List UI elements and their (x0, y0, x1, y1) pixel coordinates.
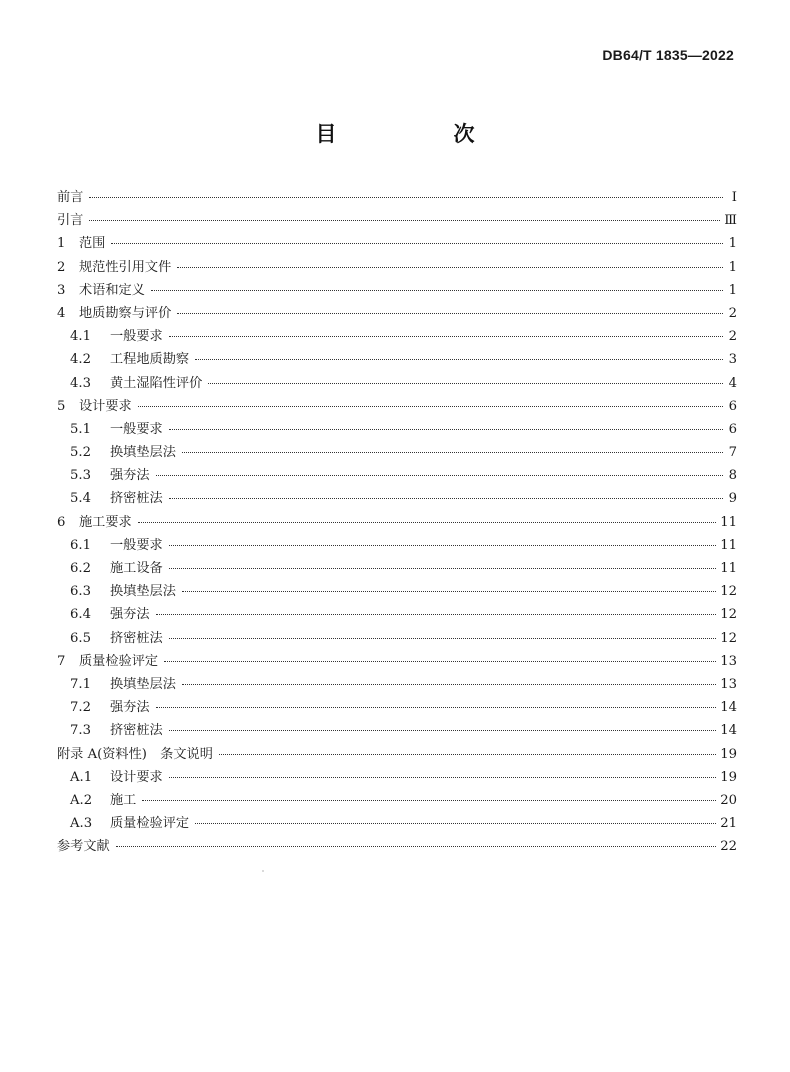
dot-leader (151, 290, 723, 291)
dot-leader (116, 846, 716, 847)
toc-entry-number: A.2 (70, 792, 93, 808)
toc-entry-label: 前言 (57, 190, 84, 205)
toc-entry-label: 术语和定义 (79, 282, 145, 298)
dot-leader (142, 800, 716, 801)
toc-entry-number: 1 (57, 236, 66, 252)
toc-entry[interactable] (57, 534, 737, 557)
toc-entry-page: 20 (720, 792, 737, 808)
toc-entry-page: Ⅲ (724, 213, 737, 229)
toc-entry-number: 6.2 (70, 561, 91, 576)
toc-entry-page: 11 (720, 537, 737, 553)
toc-entry[interactable] (57, 372, 737, 395)
toc-entry-number: 6.5 (70, 630, 91, 646)
toc-title: 目 次 (315, 122, 523, 146)
toc-entry-label: 一般要求 (110, 329, 163, 345)
toc-entry[interactable] (57, 279, 737, 302)
toc-entry-page: 8 (728, 468, 737, 484)
toc-entry-label: 施工 (110, 792, 137, 808)
toc-entry-number: 4.2 (70, 352, 91, 368)
toc-entry[interactable] (57, 487, 737, 510)
toc-entry-number: 5 (57, 398, 66, 414)
toc-entry[interactable] (57, 627, 737, 650)
toc-entry[interactable] (57, 395, 737, 418)
dot-leader (169, 730, 716, 731)
toc-entry-page: 14 (720, 723, 737, 739)
toc-entry-page: 2 (728, 329, 737, 345)
toc-entry-label: 附录 A(资料性) 条文说明 (57, 746, 213, 762)
toc-entry[interactable] (57, 348, 737, 371)
dot-leader (138, 406, 723, 407)
toc-entry-number: 6.3 (70, 584, 91, 600)
toc-entry-number: 6.4 (70, 607, 91, 623)
toc-entry-label: 挤密桩法 (110, 723, 163, 739)
toc-entry-page: 11 (720, 561, 737, 576)
dot-leader (208, 383, 723, 384)
toc-entry-page: Ⅰ (731, 190, 737, 205)
toc-entry[interactable] (57, 719, 737, 742)
toc-entry-number: A.3 (70, 816, 93, 832)
toc-entry-page: 11 (720, 514, 737, 530)
dot-leader (89, 220, 720, 221)
toc-entry-number: 7 (57, 653, 66, 669)
dot-leader (89, 197, 723, 198)
toc-entry[interactable] (57, 696, 737, 719)
toc-entry-number: 5.4 (70, 491, 91, 507)
toc-entry[interactable] (57, 603, 737, 626)
toc-entry-page: 2 (728, 305, 737, 321)
toc-entry-number: 3 (57, 282, 66, 298)
toc-entry-number: 6.1 (70, 537, 91, 553)
toc-entry-label: 设计要求 (110, 769, 163, 785)
toc-entry-page: 13 (720, 653, 737, 669)
toc-entry-page: 7 (728, 445, 737, 461)
toc-entry-page: 6 (728, 398, 737, 414)
toc-entry-label: 地质勘察与评价 (79, 305, 172, 321)
dot-leader (169, 336, 723, 337)
toc-entry[interactable] (57, 302, 737, 325)
toc-entry[interactable] (57, 812, 737, 835)
toc-entry[interactable] (57, 464, 737, 487)
toc-entry[interactable] (57, 650, 737, 673)
toc-entry-page: 12 (720, 584, 737, 600)
toc-entry-number: 5.3 (70, 468, 91, 484)
toc-entry-number: 7.3 (70, 723, 91, 739)
toc-entry-page: 14 (720, 700, 737, 716)
toc-entry[interactable] (57, 557, 737, 580)
toc-entry-label: 强夯法 (110, 468, 150, 484)
toc-entry[interactable] (57, 580, 737, 603)
toc-entry[interactable] (57, 835, 737, 858)
toc-entry-page: 12 (720, 607, 737, 623)
toc-entry-number: 6 (57, 514, 66, 530)
toc-entry-number: 4 (57, 305, 66, 321)
toc-entry-page: 9 (728, 491, 737, 507)
toc-entry[interactable] (57, 789, 737, 812)
toc-entry[interactable] (57, 186, 737, 209)
dot-leader (219, 754, 716, 755)
toc-entry-page: 22 (720, 839, 737, 855)
dot-leader (164, 661, 716, 662)
dot-leader (182, 684, 716, 685)
toc-entry-page: 12 (720, 630, 737, 646)
toc-entry-number: 5.1 (70, 421, 91, 437)
toc-entry-page: 1 (728, 259, 737, 275)
dot-leader (195, 823, 716, 824)
toc-entry-page: 19 (720, 769, 737, 785)
toc-entry-page: 3 (728, 352, 737, 368)
toc-entry-number: 4.1 (70, 329, 91, 345)
toc-entry[interactable] (57, 511, 737, 534)
toc-entry-label: 黄土湿陷性评价 (110, 375, 203, 391)
toc-entry-label: 工程地质勘察 (110, 352, 190, 368)
toc-entry-label: 换填垫层法 (110, 445, 176, 461)
toc-entry-label: 施工要求 (79, 514, 132, 530)
dot-leader (169, 429, 723, 430)
dot-leader (182, 452, 723, 453)
toc-entry-page: 19 (720, 746, 737, 762)
dot-leader (156, 707, 717, 708)
toc-entry-number: 2 (57, 259, 66, 275)
dot-leader (111, 243, 723, 244)
dot-leader (138, 522, 716, 523)
toc-entry[interactable] (57, 673, 737, 696)
scan-speck (262, 870, 264, 872)
toc-entry-number: 7.2 (70, 700, 91, 716)
dot-leader (169, 498, 723, 499)
toc-entry-label: 换填垫层法 (110, 584, 176, 600)
toc-entry-label: 质量检验评定 (79, 653, 159, 669)
toc-entry[interactable] (57, 256, 737, 279)
toc-entry-number: 4.3 (70, 375, 91, 391)
dot-leader (156, 614, 717, 615)
toc-entry[interactable] (57, 418, 737, 441)
toc-entry-label: 施工设备 (110, 561, 163, 576)
toc-entry-label: 一般要求 (110, 421, 163, 437)
toc-entry-label: 挤密桩法 (110, 491, 163, 507)
toc-entry-label: 设计要求 (79, 398, 132, 414)
dot-leader (177, 313, 723, 314)
toc-entry-page: 21 (720, 816, 737, 832)
toc-entry-label: 规范性引用文件 (79, 259, 172, 275)
toc-entry-label: 质量检验评定 (110, 816, 190, 832)
toc-entry-page: 6 (728, 421, 737, 437)
toc-entry-page: 1 (728, 236, 737, 252)
toc-entry-label: 一般要求 (110, 537, 163, 553)
dot-leader (169, 638, 716, 639)
toc-entry-number: A.1 (70, 769, 93, 785)
dot-leader (182, 591, 716, 592)
toc-entry-page: 1 (728, 282, 737, 298)
table-of-contents (57, 186, 737, 858)
toc-entry-label: 范围 (79, 236, 106, 252)
dot-leader (169, 568, 716, 569)
toc-entry-number: 7.1 (70, 676, 91, 692)
toc-entry-page: 4 (728, 375, 737, 391)
toc-entry[interactable] (57, 766, 737, 789)
toc-entry[interactable] (57, 441, 737, 464)
dot-leader (156, 475, 723, 476)
dot-leader (195, 359, 723, 360)
dot-leader (177, 267, 723, 268)
toc-entry-page: 13 (720, 676, 737, 692)
toc-entry-label: 强夯法 (110, 607, 150, 623)
toc-entry[interactable] (57, 743, 737, 766)
toc-entry-label: 强夯法 (110, 700, 150, 716)
toc-entry-label: 参考文献 (57, 839, 110, 855)
toc-entry[interactable] (57, 325, 737, 348)
dot-leader (169, 545, 716, 546)
toc-entry-number: 5.2 (70, 445, 91, 461)
toc-entry-label: 换填垫层法 (110, 676, 176, 692)
dot-leader (169, 777, 716, 778)
toc-entry[interactable] (57, 232, 737, 255)
toc-entry-label: 挤密桩法 (110, 630, 163, 646)
document-number: DB64/T 1835—2022 (602, 47, 734, 63)
toc-entry-label: 引言 (57, 213, 84, 229)
toc-entry[interactable] (57, 209, 737, 232)
